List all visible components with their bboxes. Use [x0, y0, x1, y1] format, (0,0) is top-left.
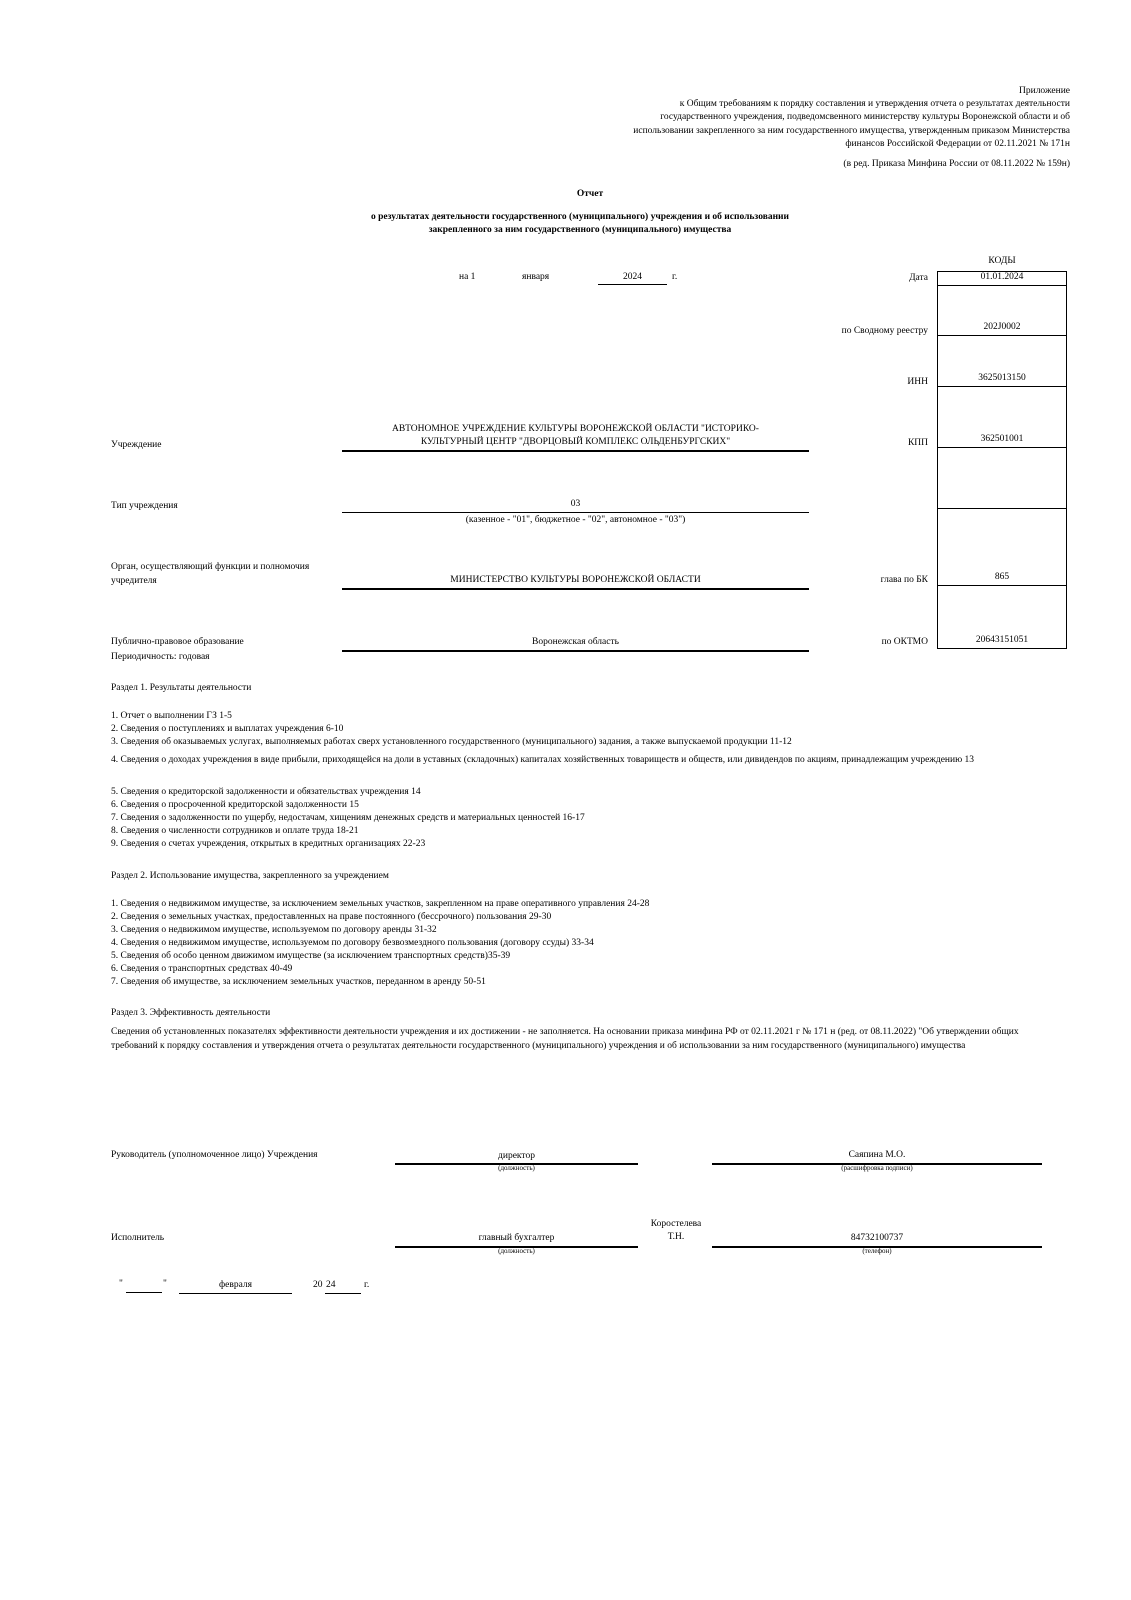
- section1-item: 8. Сведения о численности сотрудников и оплате труда 18-21: [111, 826, 359, 836]
- annex-edition: (в ред. Приказа Минфина России от 08.11.2022 № 159н): [843, 159, 1070, 169]
- footer-month: февраля: [218, 1280, 253, 1290]
- founder-label-1: Орган, осуществляющий функции и полномочия: [111, 562, 310, 572]
- footer-quote-close: ": [163, 1279, 167, 1289]
- report-subtitle-2: закрепленного за ним государственного (муниципального) имущества: [428, 225, 732, 235]
- section1-item: 1. Отчет о выполнении ГЗ 1-5: [111, 711, 232, 721]
- footer-month-underline: [179, 1281, 292, 1294]
- date-prefix: на 1: [459, 272, 476, 282]
- section1-item: 4. Сведения о доходах учреждения в виде прибыли, приходящейся на доли в уставных (складочных) капиталах хозяйственных товариществ и обществ, или дивидендов по акциям, принадлежащим учреждению 13: [111, 755, 975, 765]
- annex-line-2: к Общим требованиям к порядку составления и утверждения отчета о результатах деятельности: [679, 99, 1070, 109]
- footer-year-suffix: 24: [326, 1280, 336, 1290]
- public-entity-value: Воронежская область: [532, 637, 619, 647]
- date-suffix: г.: [672, 272, 678, 282]
- label-kpp: КПП: [907, 438, 928, 448]
- code-bk-value: 865: [994, 571, 1010, 582]
- report-subtitle-1: о результатах деятельности государственного (муниципального) учреждения и об использовании: [370, 212, 790, 222]
- annex-line-1: Приложение: [1019, 86, 1070, 96]
- institution-name-line2: КУЛЬТУРНЫЙ ЦЕНТР "ДВОРЦОВЫЙ КОМПЛЕКС ОЛЬДЕНБУРГСКИХ": [420, 437, 731, 447]
- date-year: 2024: [623, 272, 642, 282]
- founder-label-2: учредителя: [111, 576, 157, 586]
- code-registry-value: 202J0002: [983, 321, 1021, 332]
- founder-underline: [342, 576, 809, 590]
- executor-label: Исполнитель: [111, 1233, 165, 1243]
- code-cell-bk: [938, 509, 1066, 586]
- section2-item: 2. Сведения о земельных участках, предоставленных на праве постоянного (бессрочного) пользования 29-30: [111, 912, 552, 922]
- footer-day-underline: [126, 1280, 162, 1293]
- executor-name-1: Коростелева: [650, 1219, 702, 1229]
- annex-line-5: финансов Российской Федерации от 02.11.2021 № 171н: [845, 139, 1070, 149]
- section3-text: Сведения об установленных показателях эффективности деятельности учреждения и их достижении - не заполняется. На основании приказа минфина РФ от 02.11.2021 г № 171 н (ред. от 08.11.2022) "Об утверждении общих требований к порядку составления и утверждения отчета о результатах деятельности государственного (муниципального) учреждения и об использовании за ним государственного (муниципального) имущества: [111, 1027, 1019, 1051]
- section1-item: 6. Сведения о просроченной кредиторской задолженности 15: [111, 800, 359, 810]
- section2-item: 6. Сведения о транспортных средствах 40-49: [111, 964, 293, 974]
- section2-item: 5. Сведения об особо ценном движимом имуществе (за исключением транспортных средств)35-39: [111, 951, 511, 961]
- public-entity-underline: [342, 638, 809, 652]
- date-year-underline: [598, 272, 667, 285]
- label-registry: по Сводному реестру: [841, 326, 928, 336]
- footer-g: г.: [364, 1280, 370, 1290]
- type-value: 03: [570, 499, 581, 509]
- executor-phone: 84732100737: [850, 1233, 904, 1243]
- founder-value: МИНИСТЕРСТВО КУЛЬТУРЫ ВОРОНЕЖСКОЙ ОБЛАСТИ: [450, 575, 701, 585]
- code-cell-inn: [938, 336, 1066, 387]
- section2-item: 1. Сведения о недвижимом имуществе, за исключением земельных участков, закрепленном на праве оперативного управления 24-28: [111, 899, 650, 909]
- executor-phone-underline: [712, 1234, 1042, 1248]
- codes-table: [937, 271, 1067, 649]
- section1-item: 7. Сведения о задолженности по ущербу, недостачам, хищениям денежных средств и материальных ценностей 16-17: [111, 813, 585, 823]
- head-label: Руководитель (уполномоченное лицо) Учреждения: [111, 1150, 318, 1160]
- periodicity: Периодичность: годовая: [111, 652, 210, 662]
- section2-item: 3. Сведения о недвижимом имуществе, используемом по договору аренды 31-32: [111, 925, 437, 935]
- code-cell-kpp: [938, 387, 1066, 448]
- date-month: января: [522, 272, 550, 282]
- section2-item: 4. Сведения о недвижимом имуществе, используемом по договору безвозмездного пользования (договору ссуды) 33-34: [111, 938, 594, 948]
- section1-item: 2. Сведения о поступлениях и выплатах учреждения 6-10: [111, 724, 344, 734]
- executor-name-2: Т.Н.: [667, 1232, 685, 1242]
- head-position: директор: [498, 1151, 535, 1161]
- code-cell-registry: [938, 286, 1066, 336]
- institution-label: Учреждение: [111, 440, 162, 450]
- label-bk: глава по БК: [880, 575, 928, 585]
- executor-position-hint: (должность): [498, 1247, 535, 1255]
- head-name: Саяпина М.О.: [848, 1150, 906, 1160]
- section3-title: Раздел 3. Эффективность деятельности: [111, 1008, 271, 1018]
- head-position-underline: [395, 1151, 638, 1165]
- code-cell-oktmo: [938, 586, 1066, 648]
- type-underline: [342, 500, 809, 513]
- annex-line-3: государственного учреждения, подведомсвенного министерству культуры Воронежской области и об: [660, 112, 1070, 122]
- footer-quote-open: ": [119, 1279, 123, 1289]
- label-inn: ИНН: [907, 377, 928, 387]
- code-kpp-value: 362501001: [980, 433, 1024, 444]
- annex-line-4: использовании закрепленного за ним государственного имущества, утвержденным приказом Министерства: [633, 126, 1070, 136]
- label-oktmo: по ОКТМО: [881, 637, 928, 647]
- head-name-hint: (расшифровка подписи): [841, 1164, 913, 1172]
- type-hint: (казенное - "01", бюджетное - "02", автономное - "03"): [465, 515, 686, 525]
- codes-header: КОДЫ: [988, 256, 1016, 266]
- code-cell-date: [938, 272, 1066, 286]
- type-label: Тип учреждения: [111, 501, 178, 511]
- head-position-hint: (должность): [498, 1164, 535, 1172]
- code-cell-empty: [938, 448, 1066, 509]
- executor-phone-hint: (телефон): [862, 1247, 892, 1255]
- section1-title: Раздел 1. Результаты деятельности: [111, 683, 252, 693]
- footer-year-underline: [325, 1281, 361, 1294]
- code-oktmo-value: 20643151051: [975, 634, 1029, 645]
- code-date-value: 01.01.2024: [980, 271, 1024, 282]
- public-entity-label: Публично-правовое образование: [111, 637, 244, 647]
- executor-position-underline: [395, 1234, 638, 1248]
- institution-underline: [342, 438, 809, 452]
- label-date: Дата: [909, 273, 928, 283]
- section1-item: 9. Сведения о счетах учреждения, открытых в кредитных организациях 22-23: [111, 839, 426, 849]
- footer-year-prefix: 20: [313, 1280, 323, 1290]
- section2-item: 7. Сведения об имуществе, за исключением земельных участков, переданном в аренду 50-51: [111, 977, 486, 987]
- institution-name-line1: АВТОНОМНОЕ УЧРЕЖДЕНИЕ КУЛЬТУРЫ ВОРОНЕЖСКОЙ ОБЛАСТИ "ИСТОРИКО-: [392, 424, 759, 434]
- report-title: Отчет: [576, 189, 604, 199]
- head-name-underline: [712, 1151, 1042, 1165]
- executor-position: главный бухгалтер: [478, 1233, 555, 1243]
- section1-item: 3. Сведения об оказываемых услугах, выполняемых работах сверх установленного государственного (муниципального) задания, а также выпускаемой продукции 11-12: [111, 737, 792, 747]
- section1-item: 5. Сведения о кредиторской задолженности и обязательствах учреждения 14: [111, 787, 421, 797]
- code-inn-value: 3625013150: [978, 372, 1026, 383]
- section2-title: Раздел 2. Использование имущества, закрепленного за учреждением: [111, 871, 389, 881]
